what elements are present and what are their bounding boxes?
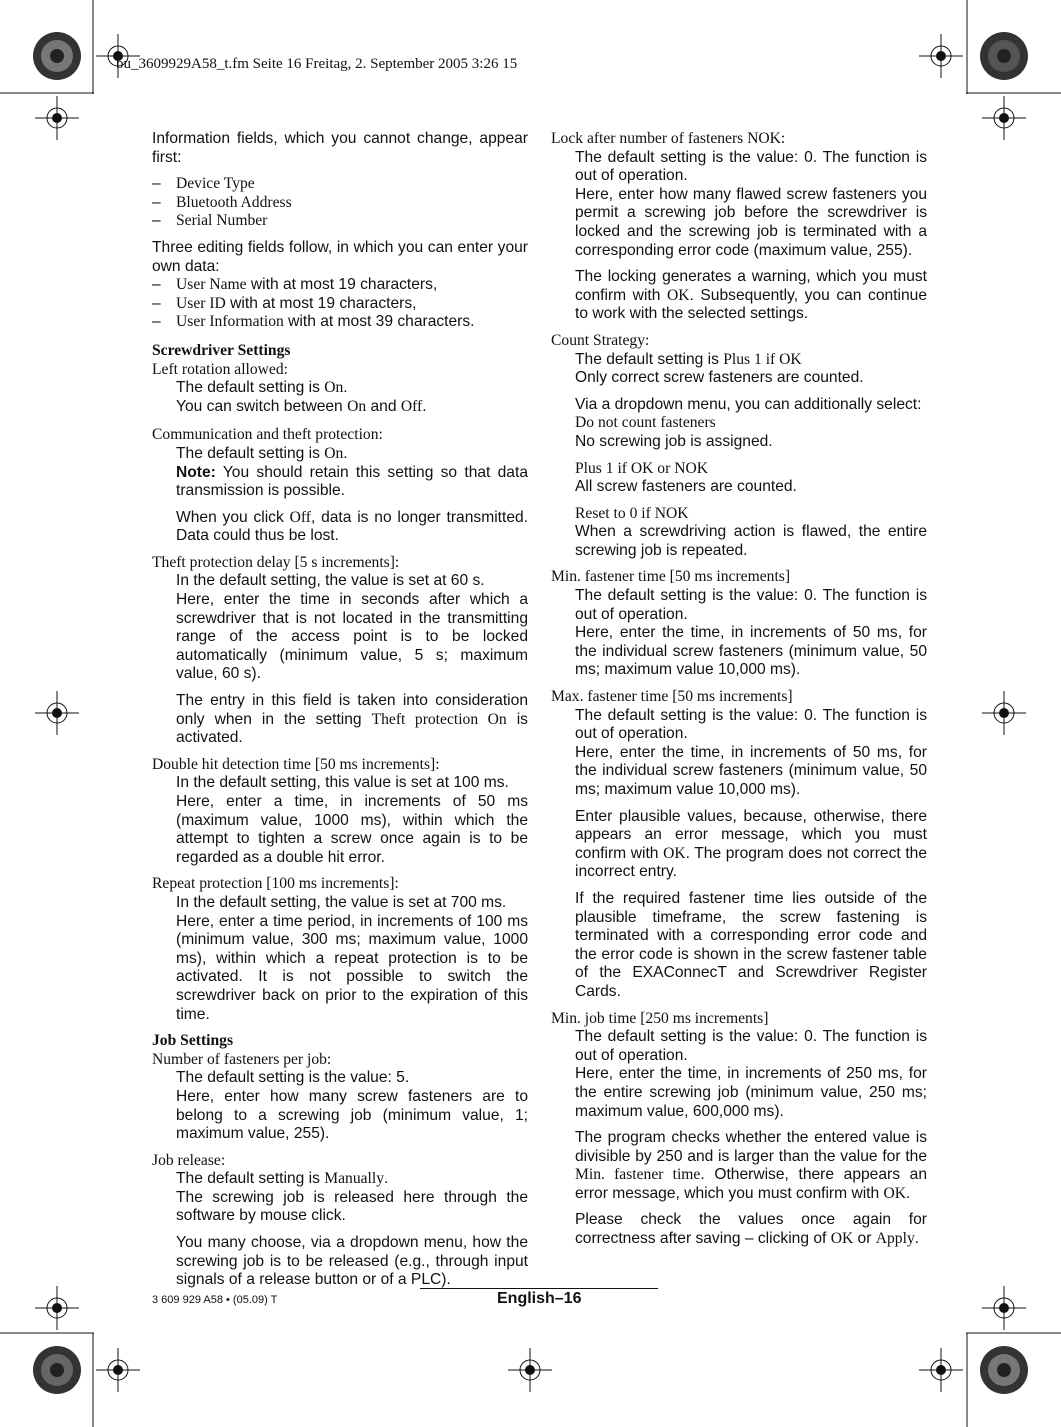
setting-title: Communication and theft protection:	[152, 426, 383, 444]
list-item: – Serial Number	[152, 212, 268, 230]
setting-title: Min. fastener time [50 ms increments]	[551, 568, 791, 586]
setting-body: The default setting is the value: 0. The function is out of operation. Here, enter the time, in increments of 50 ms, for the individual screw fasteners (minimum value, 50 ms; maximum value 10,000 ms). Enter plausible values, because, otherwise, there appears an error message, which you must confirm with OK. The program does not correct the incorrect entry. If the required fastener time lies outside of the plausible timeframe, the screw fastening is terminated with a corresponding error code and the error code is shown in the screw fastener table of the EXAConnecT and Screwdriver Register Cards.	[575, 706, 927, 1000]
footer-doc-number: 3 609 929 A58 • (05.09) T	[152, 1294, 278, 1306]
setting-body: The default setting is Manually. The screwing job is released here through the software by mouse click. You many choose, via a dropdown menu, how the screwing job is to be released (e.g., through input signals of a release button or of a PLC).	[176, 1170, 528, 1289]
edit-intro: Three editing fields follow, in which you can enter your own data:	[152, 238, 528, 275]
setting-body: In the default setting, this value is set at 100 ms. Here, enter a time, in increments of 50 ms (maximum value, 1000 ms), within which the attempt to tighten a screw once again is to be regarded as a double hit error.	[176, 774, 528, 866]
setting-title: Min. job time [250 ms increments]	[551, 1009, 769, 1027]
edit-field-list	[152, 276, 528, 332]
info-field-list	[152, 175, 528, 231]
setting-body: The default setting is the value: 0. The function is out of operation. Here, enter the time, in increments of 250 ms, for the entire screwing job (minimum value, 250 ms; maximum value, 600,000 ms). The program checks whether the entered value is divisible by 250 and is larger than the value for the Min. fastener time. Otherwise, there appears an error message, which you must confirm with OK. Please check the values once again for correctness after saving – clicking of OK or Apply.	[575, 1028, 927, 1248]
setting-title: Lock after number of fasteners NOK:	[551, 130, 786, 147]
setting-title: Job release:	[152, 1151, 226, 1169]
footer-rule	[420, 1288, 658, 1289]
setting-title: Left rotation allowed:	[152, 360, 288, 378]
setting-body: In the default setting, the value is set at 60 s. Here, enter the time in seconds after which a screwdriver that is not located in the transmitting range of the access point is to be locked automatically (minimum value, 5 s; maximum value, 60 s). The entry in this field is taken into consideration only when in the setting Theft protection On is activated.	[176, 572, 528, 747]
print-header: bu_3609929A58_t.fm Seite 16 Freitag, 2. September 2005 3:26 15	[116, 56, 518, 72]
setting-body: The default setting is the value: 5. Here, enter how many screw fasteners are to belong to a screwing job (minimum value, 1; maximum value, 255).	[176, 1069, 528, 1143]
list-item: – User Name with at most 19 characters,	[152, 276, 438, 294]
setting-body: The default setting is On. You can switch between On and Off.	[176, 379, 427, 415]
setting-title: Repeat protection [100 ms increments]:	[152, 875, 399, 893]
setting-body: In the default setting, the value is set at 700 ms. Here, enter a time period, in increments of 100 ms (minimum value, 300 ms; maximum value, 1000 ms), within which a repeat protection is to be activated. It is not possible to switch the screwdriver back on prior to the expiration of this time.	[176, 893, 528, 1023]
right-column	[551, 130, 927, 1257]
setting-title: Double hit detection time [50 ms increments]:	[152, 755, 440, 773]
list-item: – User Information with at most 39 characters.	[152, 313, 475, 331]
section-heading: Job Settings	[152, 1032, 234, 1050]
section-heading: Screwdriver Settings	[152, 341, 291, 359]
setting-body: The default setting is the value: 0. The function is out of operation. Here, enter how many flawed screw fasteners you permit a screwing job before the screwdriver is locked and the screwing job is terminated with a corresponding error code (maximum value, 255). The locking generates a warning, which you must confirm with OK. Subsequently, you can continue to work with the selected settings.	[575, 148, 927, 323]
setting-body: The default setting is the value: 0. The function is out of operation. Here, enter the time, in increments of 50 ms, for the individual screw fasteners (minimum value, 50 ms; maximum value 10,000 ms).	[575, 587, 927, 679]
intro-text: Information fields, which you cannot change, appear first:	[152, 130, 528, 166]
setting-title: Number of fasteners per job:	[152, 1050, 332, 1068]
setting-title: Max. fastener time [50 ms increments]	[551, 688, 793, 706]
setting-body: The default setting is Plus 1 if OK Only correct screw fasteners are counted. Via a dropdown menu, you can additionally select: Do not count fasteners No screwing job is assigned. Plus 1 if OK or NOK All screw fasteners are counted. Reset to 0 if NOK When a screwdriving action is flawed, the entire screwing job is repeated.	[575, 350, 927, 559]
setting-title: Count Strategy:	[551, 331, 650, 349]
left-column	[152, 130, 528, 1298]
list-item: – User ID with at most 19 characters,	[152, 294, 417, 312]
setting-body: The default setting is On. Note: You should retain this setting so that data transmission is possible. When you click Off, data is no longer transmitted. Data could thus be lost.	[176, 444, 529, 545]
setting-title: Theft protection delay [5 s increments]:	[152, 553, 400, 571]
list-item: – Device Type	[152, 175, 255, 193]
list-item: – Bluetooth Address	[152, 193, 292, 211]
page-number: English–16	[497, 1290, 582, 1307]
